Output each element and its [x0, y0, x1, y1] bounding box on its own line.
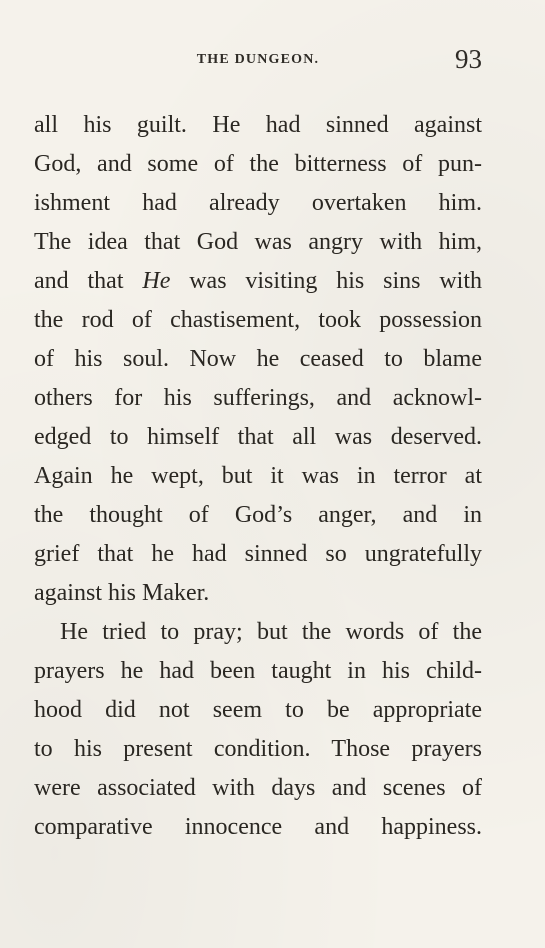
text-line: the rod of chastisement, took possession — [34, 307, 482, 333]
running-title: THE DUNGEON. — [196, 52, 320, 67]
text-line: the thought of God’s anger, and in — [34, 502, 482, 528]
text-line: all his guilt. He had sinned against — [34, 112, 482, 138]
text-line: comparative innocence and happiness. — [34, 814, 482, 840]
text-line: hood did not seem to be appropriate — [34, 697, 482, 723]
page-number: 93 — [455, 44, 482, 74]
text-line: to his present condition. Those prayers — [34, 736, 482, 762]
text-line: of his soul. Now he ceased to blame — [34, 346, 482, 372]
body-text — [34, 106, 482, 847]
text-line: Again he wept, but it was in terror at — [34, 463, 482, 489]
text-line: edged to himself that all was deserved. — [34, 424, 482, 450]
text-line: grief that he had sinned so ungratefully — [34, 541, 482, 567]
paragraph-2 — [34, 613, 482, 847]
text-line: The idea that God was angry with him, — [34, 229, 482, 255]
text-line: God, and some of the bitterness of pun- — [34, 151, 482, 177]
text-line: against his Maker. — [34, 580, 210, 606]
emphasis: He — [142, 268, 171, 294]
paragraph-1 — [34, 106, 482, 613]
text-line: and that He was visiting his sins with — [34, 268, 482, 294]
text-line: He tried to pray; but the words of the — [60, 619, 482, 645]
text-line: ishment had already overtaken him. — [34, 190, 482, 216]
page-header — [34, 44, 482, 78]
text-line: others for his sufferings, and acknowl- — [34, 385, 482, 411]
text-line: prayers he had been taught in his child- — [34, 658, 482, 684]
text-line: were associated with days and scenes of — [34, 775, 482, 801]
